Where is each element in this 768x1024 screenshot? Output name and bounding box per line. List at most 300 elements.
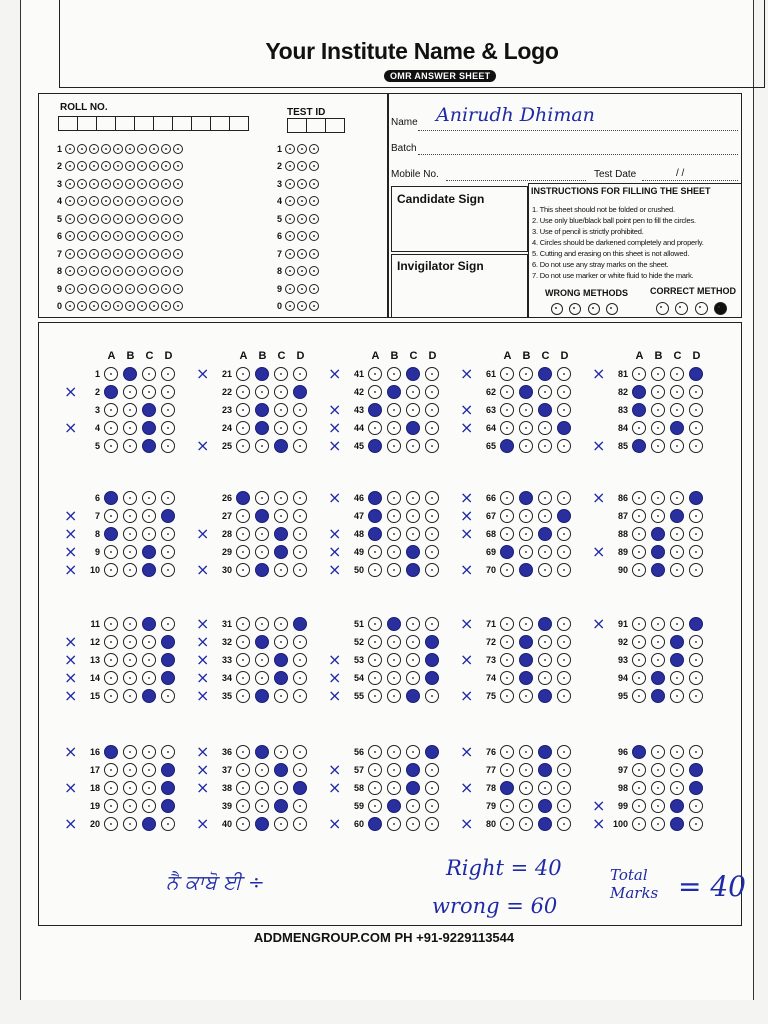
test-id-bubble[interactable] [285,249,295,259]
answer-bubble[interactable] [236,781,250,795]
answer-bubble[interactable] [670,689,684,703]
roll-bubble[interactable] [125,161,135,171]
answer-bubble[interactable] [142,403,156,417]
answer-bubble[interactable] [406,545,420,559]
answer-bubble[interactable] [142,367,156,381]
answer-bubble[interactable] [425,509,439,523]
answer-bubble[interactable] [557,689,571,703]
roll-bubble-row[interactable] [52,263,185,279]
roll-bubble[interactable] [113,249,123,259]
question-row[interactable] [328,490,448,507]
roll-bubble[interactable] [137,266,147,276]
answer-bubble[interactable] [123,367,137,381]
roll-bubble-row[interactable] [52,140,185,156]
roll-bubble-row[interactable] [52,193,185,209]
roll-bubble[interactable] [161,196,171,206]
roll-bubble[interactable] [149,231,159,241]
test-id-bubble[interactable] [309,266,319,276]
answer-bubble[interactable] [368,545,382,559]
question-row[interactable] [460,816,580,833]
answer-bubble[interactable] [500,403,514,417]
answer-bubble[interactable] [519,491,533,505]
answer-bubble[interactable] [104,545,118,559]
answer-bubble[interactable] [425,385,439,399]
answer-bubble[interactable] [425,403,439,417]
answer-bubble[interactable] [670,653,684,667]
answer-bubble[interactable] [293,421,307,435]
roll-bubble[interactable] [125,196,135,206]
answer-bubble[interactable] [104,653,118,667]
answer-bubble[interactable] [123,689,137,703]
answer-bubble[interactable] [255,439,269,453]
answer-bubble[interactable] [689,527,703,541]
answer-bubble[interactable] [651,781,665,795]
answer-bubble[interactable] [651,689,665,703]
roll-bubble[interactable] [161,301,171,311]
answer-bubble[interactable] [651,509,665,523]
answer-bubble[interactable] [538,817,552,831]
question-row[interactable] [64,420,184,437]
answer-bubble[interactable] [387,367,401,381]
answer-bubble[interactable] [104,689,118,703]
answer-bubble[interactable] [255,403,269,417]
question-row[interactable] [196,744,316,761]
answer-bubble[interactable] [104,421,118,435]
test-id-bubble-row[interactable] [272,193,321,209]
answer-bubble[interactable] [142,781,156,795]
answer-bubble[interactable] [161,799,175,813]
answer-bubble[interactable] [519,545,533,559]
test-id-bubble[interactable] [297,301,307,311]
roll-bubble[interactable] [173,284,183,294]
answer-bubble[interactable] [651,635,665,649]
question-row[interactable] [460,438,580,455]
answer-bubble[interactable] [368,491,382,505]
roll-digit-cell[interactable] [134,116,154,131]
answer-bubble[interactable] [104,367,118,381]
answer-bubble[interactable] [406,491,420,505]
question-row[interactable] [64,616,184,633]
answer-bubble[interactable] [255,799,269,813]
answer-bubble[interactable] [123,745,137,759]
answer-bubble[interactable] [425,671,439,685]
answer-bubble[interactable] [425,799,439,813]
answer-bubble[interactable] [293,671,307,685]
answer-bubble[interactable] [161,385,175,399]
answer-bubble[interactable] [142,439,156,453]
answer-bubble[interactable] [274,509,288,523]
roll-bubble[interactable] [149,301,159,311]
question-row[interactable] [196,420,316,437]
answer-bubble[interactable] [632,509,646,523]
answer-bubble[interactable] [142,385,156,399]
answer-bubble[interactable] [519,745,533,759]
test-id-bubble[interactable] [285,144,295,154]
roll-bubble-row[interactable] [52,175,185,191]
roll-bubble[interactable] [77,179,87,189]
answer-bubble[interactable] [255,527,269,541]
mobile-line[interactable] [446,180,586,181]
answer-bubble[interactable] [425,439,439,453]
answer-bubble[interactable] [670,799,684,813]
question-row[interactable] [196,508,316,525]
answer-bubble[interactable] [406,421,420,435]
question-row[interactable] [460,670,580,687]
answer-bubble[interactable] [368,421,382,435]
answer-bubble[interactable] [500,617,514,631]
answer-bubble[interactable] [500,439,514,453]
question-row[interactable] [460,526,580,543]
roll-bubble[interactable] [137,161,147,171]
answer-bubble[interactable] [425,817,439,831]
answer-bubble[interactable] [519,385,533,399]
answer-bubble[interactable] [632,545,646,559]
answer-bubble[interactable] [387,653,401,667]
roll-digit-cell[interactable] [153,116,173,131]
answer-bubble[interactable] [425,763,439,777]
answer-bubble[interactable] [104,745,118,759]
roll-bubble[interactable] [137,249,147,259]
answer-bubble[interactable] [123,563,137,577]
question-row[interactable] [196,526,316,543]
answer-bubble[interactable] [255,635,269,649]
answer-bubble[interactable] [104,491,118,505]
roll-bubble[interactable] [173,144,183,154]
answer-bubble[interactable] [557,763,571,777]
roll-bubble[interactable] [149,144,159,154]
answer-bubble[interactable] [538,689,552,703]
roll-bubble[interactable] [137,284,147,294]
question-row[interactable] [64,780,184,797]
answer-bubble[interactable] [632,439,646,453]
roll-bubble-row[interactable] [52,298,185,314]
question-row[interactable] [196,490,316,507]
answer-bubble[interactable] [538,545,552,559]
test-id-bubble[interactable] [309,284,319,294]
question-row[interactable] [196,762,316,779]
roll-bubble[interactable] [137,144,147,154]
answer-bubble[interactable] [123,421,137,435]
question-row[interactable] [592,508,712,525]
answer-bubble[interactable] [161,491,175,505]
answer-bubble[interactable] [123,385,137,399]
answer-bubble[interactable] [161,439,175,453]
answer-bubble[interactable] [632,421,646,435]
roll-bubble[interactable] [65,196,75,206]
roll-bubble[interactable] [125,179,135,189]
roll-bubble[interactable] [65,214,75,224]
roll-bubble[interactable] [101,301,111,311]
roll-bubble[interactable] [65,301,75,311]
answer-bubble[interactable] [519,635,533,649]
roll-bubble[interactable] [101,266,111,276]
answer-bubble[interactable] [274,745,288,759]
answer-bubble[interactable] [236,671,250,685]
question-row[interactable] [592,384,712,401]
answer-bubble[interactable] [142,763,156,777]
question-row[interactable] [196,562,316,579]
test-id-bubble[interactable] [309,301,319,311]
answer-bubble[interactable] [425,689,439,703]
question-row[interactable] [64,438,184,455]
roll-bubble-row[interactable] [52,228,185,244]
question-row[interactable] [64,526,184,543]
question-row[interactable] [328,508,448,525]
answer-bubble[interactable] [368,403,382,417]
answer-bubble[interactable] [274,689,288,703]
answer-bubble[interactable] [651,367,665,381]
test-id-bubble[interactable] [285,161,295,171]
test-id-bubble[interactable] [309,214,319,224]
question-row[interactable] [592,816,712,833]
answer-bubble[interactable] [368,563,382,577]
answer-bubble[interactable] [368,689,382,703]
question-row[interactable] [592,780,712,797]
roll-bubble[interactable] [161,179,171,189]
question-row[interactable] [328,634,448,651]
answer-bubble[interactable] [670,403,684,417]
roll-bubble[interactable] [89,196,99,206]
answer-bubble[interactable] [689,385,703,399]
roll-bubble[interactable] [65,266,75,276]
roll-bubble-row[interactable] [52,245,185,261]
test-id-bubble-row[interactable] [272,210,321,226]
answer-bubble[interactable] [161,403,175,417]
answer-bubble[interactable] [104,563,118,577]
answer-bubble[interactable] [632,385,646,399]
roll-bubble[interactable] [161,214,171,224]
answer-bubble[interactable] [538,439,552,453]
answer-bubble[interactable] [274,617,288,631]
roll-bubble[interactable] [77,214,87,224]
answer-bubble[interactable] [500,563,514,577]
roll-digit-cell[interactable] [58,116,78,131]
question-row[interactable] [460,762,580,779]
answer-bubble[interactable] [368,509,382,523]
answer-bubble[interactable] [274,439,288,453]
answer-bubble[interactable] [406,439,420,453]
answer-bubble[interactable] [255,653,269,667]
answer-bubble[interactable] [632,527,646,541]
question-row[interactable] [64,688,184,705]
answer-bubble[interactable] [632,491,646,505]
question-row[interactable] [592,562,712,579]
roll-bubble[interactable] [89,161,99,171]
answer-bubble[interactable] [670,385,684,399]
answer-bubble[interactable] [236,403,250,417]
question-row[interactable] [592,744,712,761]
roll-bubble[interactable] [125,231,135,241]
answer-bubble[interactable] [651,491,665,505]
answer-bubble[interactable] [104,385,118,399]
answer-bubble[interactable] [538,385,552,399]
roll-bubble[interactable] [161,231,171,241]
roll-bubble[interactable] [125,214,135,224]
answer-bubble[interactable] [123,439,137,453]
answer-bubble[interactable] [293,509,307,523]
answer-bubble[interactable] [255,689,269,703]
roll-bubble[interactable] [113,179,123,189]
question-row[interactable] [328,544,448,561]
roll-bubble[interactable] [89,231,99,241]
roll-bubble[interactable] [65,161,75,171]
answer-bubble[interactable] [557,781,571,795]
answer-bubble[interactable] [387,617,401,631]
answer-bubble[interactable] [293,439,307,453]
answer-bubble[interactable] [142,799,156,813]
question-row[interactable] [328,780,448,797]
answer-bubble[interactable] [236,745,250,759]
answer-bubble[interactable] [632,817,646,831]
roll-bubble[interactable] [65,179,75,189]
roll-bubble[interactable] [149,284,159,294]
answer-bubble[interactable] [236,635,250,649]
answer-bubble[interactable] [670,635,684,649]
answer-bubble[interactable] [632,671,646,685]
roll-bubble[interactable] [89,214,99,224]
roll-digit-cell[interactable] [77,116,97,131]
answer-bubble[interactable] [161,763,175,777]
answer-bubble[interactable] [557,635,571,649]
answer-bubble[interactable] [387,781,401,795]
question-row[interactable] [328,526,448,543]
question-row[interactable] [460,544,580,561]
answer-bubble[interactable] [557,491,571,505]
question-row[interactable] [196,652,316,669]
answer-bubble[interactable] [632,689,646,703]
answer-bubble[interactable] [293,653,307,667]
answer-bubble[interactable] [123,799,137,813]
roll-bubble[interactable] [125,249,135,259]
answer-bubble[interactable] [519,671,533,685]
answer-bubble[interactable] [142,689,156,703]
answer-bubble[interactable] [368,439,382,453]
answer-bubble[interactable] [161,509,175,523]
question-row[interactable] [328,438,448,455]
name-line[interactable] [418,130,738,131]
question-row[interactable] [592,526,712,543]
roll-bubble[interactable] [101,214,111,224]
answer-bubble[interactable] [557,545,571,559]
answer-bubble[interactable] [368,367,382,381]
test-id-bubble[interactable] [297,266,307,276]
answer-bubble[interactable] [689,403,703,417]
question-row[interactable] [592,366,712,383]
answer-bubble[interactable] [689,439,703,453]
answer-bubble[interactable] [123,817,137,831]
answer-bubble[interactable] [425,617,439,631]
answer-bubble[interactable] [406,635,420,649]
answer-bubble[interactable] [670,421,684,435]
roll-bubble[interactable] [149,214,159,224]
answer-bubble[interactable] [519,763,533,777]
roll-bubble[interactable] [161,266,171,276]
roll-bubble[interactable] [113,231,123,241]
answer-bubble[interactable] [651,527,665,541]
answer-bubble[interactable] [123,617,137,631]
question-row[interactable] [460,780,580,797]
question-row[interactable] [460,402,580,419]
answer-bubble[interactable] [406,799,420,813]
answer-bubble[interactable] [368,763,382,777]
question-row[interactable] [64,366,184,383]
answer-bubble[interactable] [689,545,703,559]
question-row[interactable] [64,634,184,651]
answer-bubble[interactable] [236,763,250,777]
roll-bubble[interactable] [161,249,171,259]
test-id-bubble[interactable] [297,249,307,259]
roll-bubble[interactable] [173,231,183,241]
answer-bubble[interactable] [632,799,646,813]
answer-bubble[interactable] [161,653,175,667]
answer-bubble[interactable] [293,635,307,649]
answer-bubble[interactable] [274,545,288,559]
answer-bubble[interactable] [519,403,533,417]
answer-bubble[interactable] [557,671,571,685]
test-date-line[interactable] [642,180,738,181]
answer-bubble[interactable] [142,527,156,541]
answer-bubble[interactable] [236,799,250,813]
answer-bubble[interactable] [236,653,250,667]
answer-bubble[interactable] [161,527,175,541]
question-row[interactable] [64,544,184,561]
question-row[interactable] [592,438,712,455]
answer-bubble[interactable] [651,385,665,399]
answer-bubble[interactable] [557,653,571,667]
answer-bubble[interactable] [274,527,288,541]
answer-bubble[interactable] [161,367,175,381]
answer-bubble[interactable] [406,671,420,685]
question-row[interactable] [328,744,448,761]
answer-bubble[interactable] [274,671,288,685]
answer-bubble[interactable] [557,563,571,577]
answer-bubble[interactable] [538,563,552,577]
roll-bubble[interactable] [89,266,99,276]
question-row[interactable] [592,420,712,437]
answer-bubble[interactable] [236,563,250,577]
answer-bubble[interactable] [123,671,137,685]
test-id-bubble[interactable] [297,284,307,294]
answer-bubble[interactable] [255,745,269,759]
test-id-bubble[interactable] [309,249,319,259]
answer-bubble[interactable] [104,635,118,649]
roll-bubble[interactable] [173,266,183,276]
question-row[interactable] [460,652,580,669]
answer-bubble[interactable] [274,763,288,777]
roll-cells[interactable] [58,116,248,136]
roll-digit-cell[interactable] [191,116,211,131]
answer-bubble[interactable] [406,509,420,523]
roll-bubble[interactable] [113,144,123,154]
answer-bubble[interactable] [406,653,420,667]
question-row[interactable] [64,744,184,761]
answer-bubble[interactable] [425,653,439,667]
roll-bubble[interactable] [65,231,75,241]
answer-bubble[interactable] [387,509,401,523]
question-row[interactable] [328,402,448,419]
answer-bubble[interactable] [123,509,137,523]
roll-bubble[interactable] [125,301,135,311]
question-row[interactable] [196,634,316,651]
answer-bubble[interactable] [538,763,552,777]
answer-bubble[interactable] [142,617,156,631]
answer-bubble[interactable] [500,545,514,559]
answer-bubble[interactable] [406,367,420,381]
answer-bubble[interactable] [538,403,552,417]
question-row[interactable] [64,384,184,401]
test-id-bubble-row[interactable] [272,280,321,296]
answer-bubble[interactable] [689,799,703,813]
